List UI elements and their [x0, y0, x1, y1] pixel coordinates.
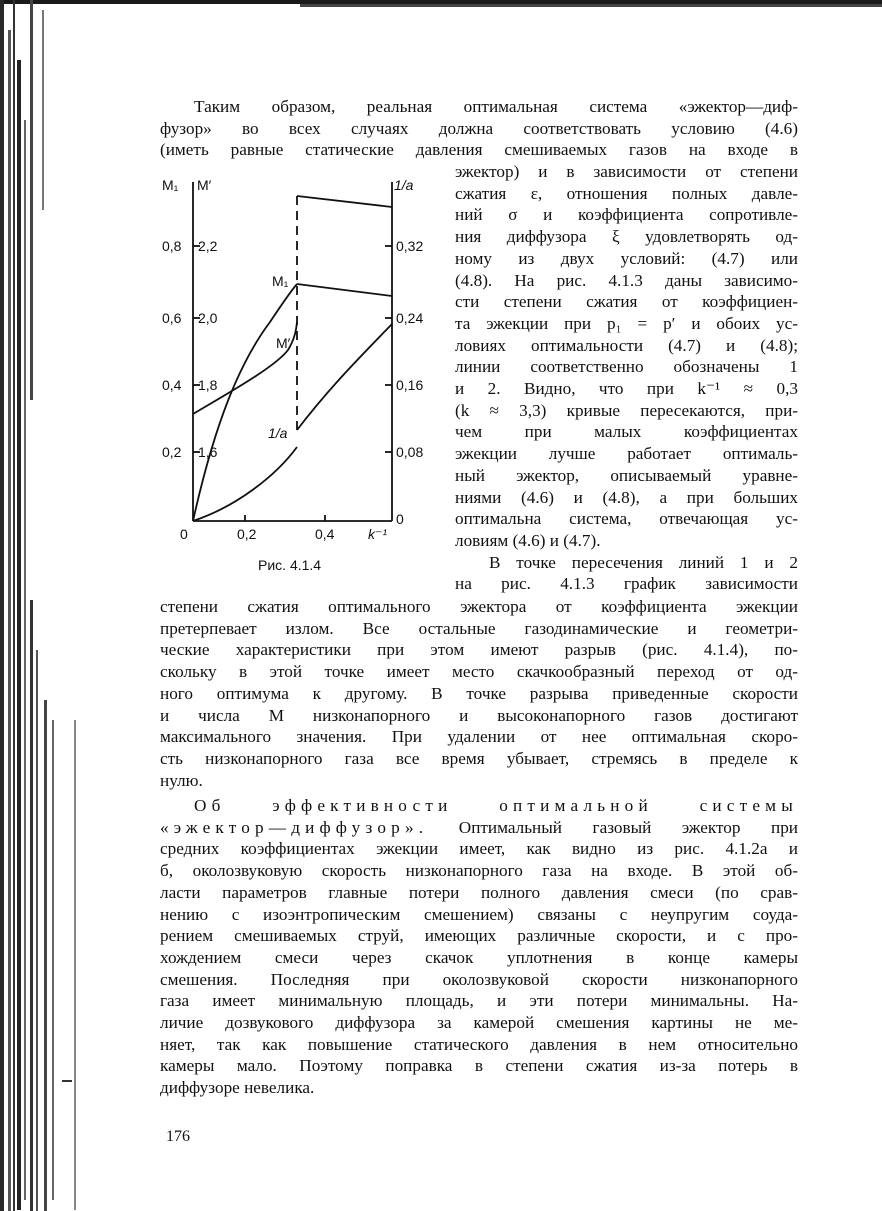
mprime-tick: 2,2: [198, 238, 218, 254]
text-line: ниями (4.6) и (4.8), а при больших: [455, 487, 798, 507]
text-line: ного оптимума к другому. В точке разрыва приведенные скорости: [160, 683, 798, 703]
figure-caption: Рис. 4.1.4: [258, 557, 322, 573]
text-line: максимального значения. При удалении от нее оптимальная скоро-: [160, 727, 798, 747]
m1-tick: 0,2: [162, 444, 182, 460]
curve-m1-jump: [297, 284, 392, 296]
text-line: няет, так как повышение статического давления в нем относительно: [160, 1034, 798, 1054]
x-tick: 0: [180, 526, 188, 542]
text-line: на рис. 4.1.3 график зависимости: [455, 574, 798, 594]
page-number: 176: [166, 1128, 190, 1145]
axis-label-mprime: M′: [197, 177, 212, 193]
text-line: линии соответственно обозначены 1: [455, 357, 798, 377]
x-tick: 0,4: [315, 526, 335, 542]
figure-4-1-4: [160, 172, 424, 547]
text-line: рением смешиваемых струй, имеющих различные скорости, и с про-: [160, 926, 798, 946]
text-line: сти степени сжатия от коэффициен-: [455, 292, 798, 312]
text-line: оптимальна система, отвечающая ус-: [455, 509, 798, 529]
paragraph-1-full: [160, 96, 798, 161]
text-line: нулю.: [160, 770, 203, 790]
text-line: Таким образом, реальная оптимальная система «эжектор—диф-: [194, 97, 798, 116]
inv-a-tick: 0,24: [396, 310, 424, 326]
text-line: диффузоре невелика.: [160, 1078, 315, 1098]
text-line: и числа М низконапорного и высоконапорного газов достигают: [160, 705, 798, 725]
text-line: хождением смеси через скачок уплотнения в конце камеры: [160, 947, 798, 967]
text-line: газа имеет минимальную площадь, и эти потери минимальны. На-: [160, 991, 798, 1011]
text-line: ный эжектор, описываемый уравне-: [455, 465, 798, 485]
section-heading-line: Об эффективности оптимальной системы: [194, 796, 798, 815]
text-line: фузор» во всех случаях должна соответствовать условию (4.6): [160, 118, 798, 138]
text-line: смешения. Последняя при околозвуковой скорости низконапорного: [160, 969, 798, 989]
m1-tick: 0,4: [162, 377, 182, 393]
mprime-tick: 1,8: [198, 377, 218, 393]
text-line: сть низконапорного газа все время убывает, стремясь в пределе к: [160, 748, 798, 768]
text-line: сжатия ε, отношения полных давле-: [455, 183, 798, 203]
curve-inv-a-jump: [297, 324, 392, 430]
text-line: ния диффузора ξ удовлетворять од-: [455, 227, 798, 247]
text-line: ласти параметров главные потери полного давления смеси (по срав-: [160, 882, 798, 902]
text-line: чем при малых коэффициентах: [455, 422, 798, 442]
text-line: камеры мало. Поэтому поправка в степени сжатия из-за потерь в: [160, 1056, 798, 1076]
paragraph-2: [160, 596, 798, 791]
text-line: ловиях оптимальности (4.7) и (4.8);: [455, 335, 798, 355]
mprime-tick: 2,0: [198, 310, 218, 326]
curve-label-m1: M₁: [272, 273, 289, 289]
curve-label-inv-a: 1/a: [268, 425, 288, 441]
mprime-tick: 1,6: [198, 444, 218, 460]
text-fragment: Оптимальный газовый эжектор при: [428, 817, 798, 837]
x-tick: 0,2: [237, 526, 257, 542]
text-line: ловиям (4.6) и (4.7).: [455, 530, 601, 550]
text-line: (k ≈ 3,3) кривые пересекаются, при-: [455, 400, 798, 420]
text-line: ний σ и коэффициента сопротивле-: [455, 205, 798, 225]
text-line: ческие характеристики при этом имеют разрыв (рис. 4.1.4), по-: [160, 640, 798, 660]
text-line: скольку в этой точке имеет место скачкообразный переход от од-: [160, 662, 798, 682]
text-line: средних коэффициентах эжекции имеет, как видно из рис. 4.1.2а и: [160, 839, 798, 859]
x-axis-label: k⁻¹: [368, 526, 388, 542]
inv-a-tick: 0,32: [396, 238, 424, 254]
text-line: б, околозвуковую скорость низконапорного газа на входе. В этой об-: [160, 861, 798, 881]
curve-label-mprime: M′: [276, 335, 291, 351]
axis-label-inv-a: 1/a: [394, 177, 414, 193]
paragraph-1-side: [455, 161, 798, 595]
text-line: В точке пересечения линий 1 и 2: [489, 552, 798, 572]
text-line: и 2. Видно, что при k⁻¹ ≈ 0,3: [455, 379, 798, 399]
text-line: личие дозвукового диффузора за камерой смешения картины не ме-: [160, 1013, 798, 1033]
text-line: та эжекции при p₁ = p′ и обоих ус-: [455, 313, 798, 333]
text-line: степени сжатия оптимального эжектора от коэффициента эжекции: [160, 597, 798, 616]
text-line: претерпевает излом. Все остальные газодинамические и геометри-: [160, 618, 798, 638]
paragraph-3: [160, 795, 798, 1099]
text-line: эжектор) и в зависимости от степени: [455, 162, 798, 181]
inv-a-tick: 0,08: [396, 444, 424, 460]
text-line: эжекции лучше работает оптималь-: [455, 444, 798, 464]
inv-a-tick: 0,16: [396, 377, 424, 393]
text-line: (4.8). На рис. 4.1.3 даны зависимо-: [455, 270, 798, 290]
text-line: ному из двух условий: (4.7) или: [455, 248, 798, 268]
scan-edge-top: [0, 0, 882, 10]
axis-label-m1: M₁: [162, 177, 179, 193]
curve-mprime-jump: [297, 196, 392, 207]
scan-edge-left: [0, 0, 100, 1211]
inv-a-tick: 0: [396, 511, 404, 527]
text-line: [160, 817, 798, 839]
m1-tick: 0,6: [162, 310, 182, 326]
text-line: (иметь равные статические давления смешиваемых газов на входе в: [160, 140, 798, 160]
m1-tick: 0,8: [162, 238, 182, 254]
text-line: нению с изоэнтропическим смешением) связаны с неупругим соуда-: [160, 904, 798, 924]
section-heading-tail: «эжектор—диффузор».: [160, 817, 429, 837]
